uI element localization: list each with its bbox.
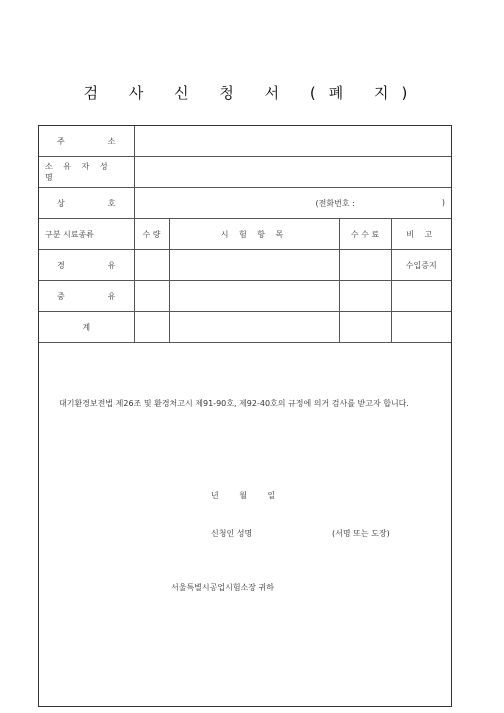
test-items-cell[interactable]	[169, 281, 339, 312]
quantity-cell[interactable]	[134, 312, 169, 343]
fee-cell[interactable]	[339, 312, 391, 343]
company-row	[39, 188, 451, 219]
applicant-line	[211, 528, 390, 539]
remarks-cell	[391, 281, 451, 312]
phone-close: )	[441, 197, 445, 207]
owner-label: 소 유 자 성 명	[39, 157, 134, 188]
fee-cell[interactable]	[339, 250, 391, 281]
quantity-cell[interactable]	[134, 281, 169, 312]
address-row	[39, 126, 451, 157]
header-remarks: 비 고	[391, 219, 451, 250]
item-label: 경 유	[57, 260, 116, 270]
test-items-cell[interactable]	[169, 312, 339, 343]
header-fee: 수 수 료	[339, 219, 391, 250]
company-label: 상 호	[57, 198, 116, 208]
owner-field[interactable]	[134, 157, 451, 188]
owner-row	[39, 157, 451, 188]
table-row	[39, 250, 451, 281]
total-row	[39, 312, 451, 343]
remarks-cell[interactable]	[391, 312, 451, 343]
table-row	[39, 281, 451, 312]
applicant-label: 신청인 성명	[211, 529, 253, 538]
fee-cell[interactable]	[339, 281, 391, 312]
application-form	[38, 125, 452, 707]
signature-hint: (서명 또는 도장)	[332, 529, 390, 538]
phone-label: (전화번호 :	[315, 198, 355, 208]
header-quantity: 수 량	[134, 219, 169, 250]
document-title: 검 사 신 청 서 (폐 지)	[83, 84, 421, 102]
header-test-items: 시 험 항 목	[169, 219, 339, 250]
company-field[interactable]	[134, 188, 451, 219]
date-line: 년 월 일	[211, 491, 276, 500]
address-field[interactable]	[134, 126, 451, 157]
address-label: 주 소	[57, 136, 116, 146]
table-header-row	[39, 219, 451, 250]
total-label: 계	[39, 312, 134, 343]
application-table	[39, 126, 451, 343]
test-items-cell[interactable]	[169, 250, 339, 281]
addressee-line: 서울특별시공업시험소장 귀하	[171, 583, 275, 592]
quantity-cell[interactable]	[134, 250, 169, 281]
item-label: 중 유	[57, 291, 116, 301]
header-category: 구분 시료종류	[39, 219, 134, 250]
statement-text: 대기환경보전법 제26조 및 환경처고시 제91-90호, 제92-40호의 규정에 의거 검사를 받고자 합니다.	[59, 399, 409, 408]
remarks-cell: 수입증지	[391, 250, 451, 281]
